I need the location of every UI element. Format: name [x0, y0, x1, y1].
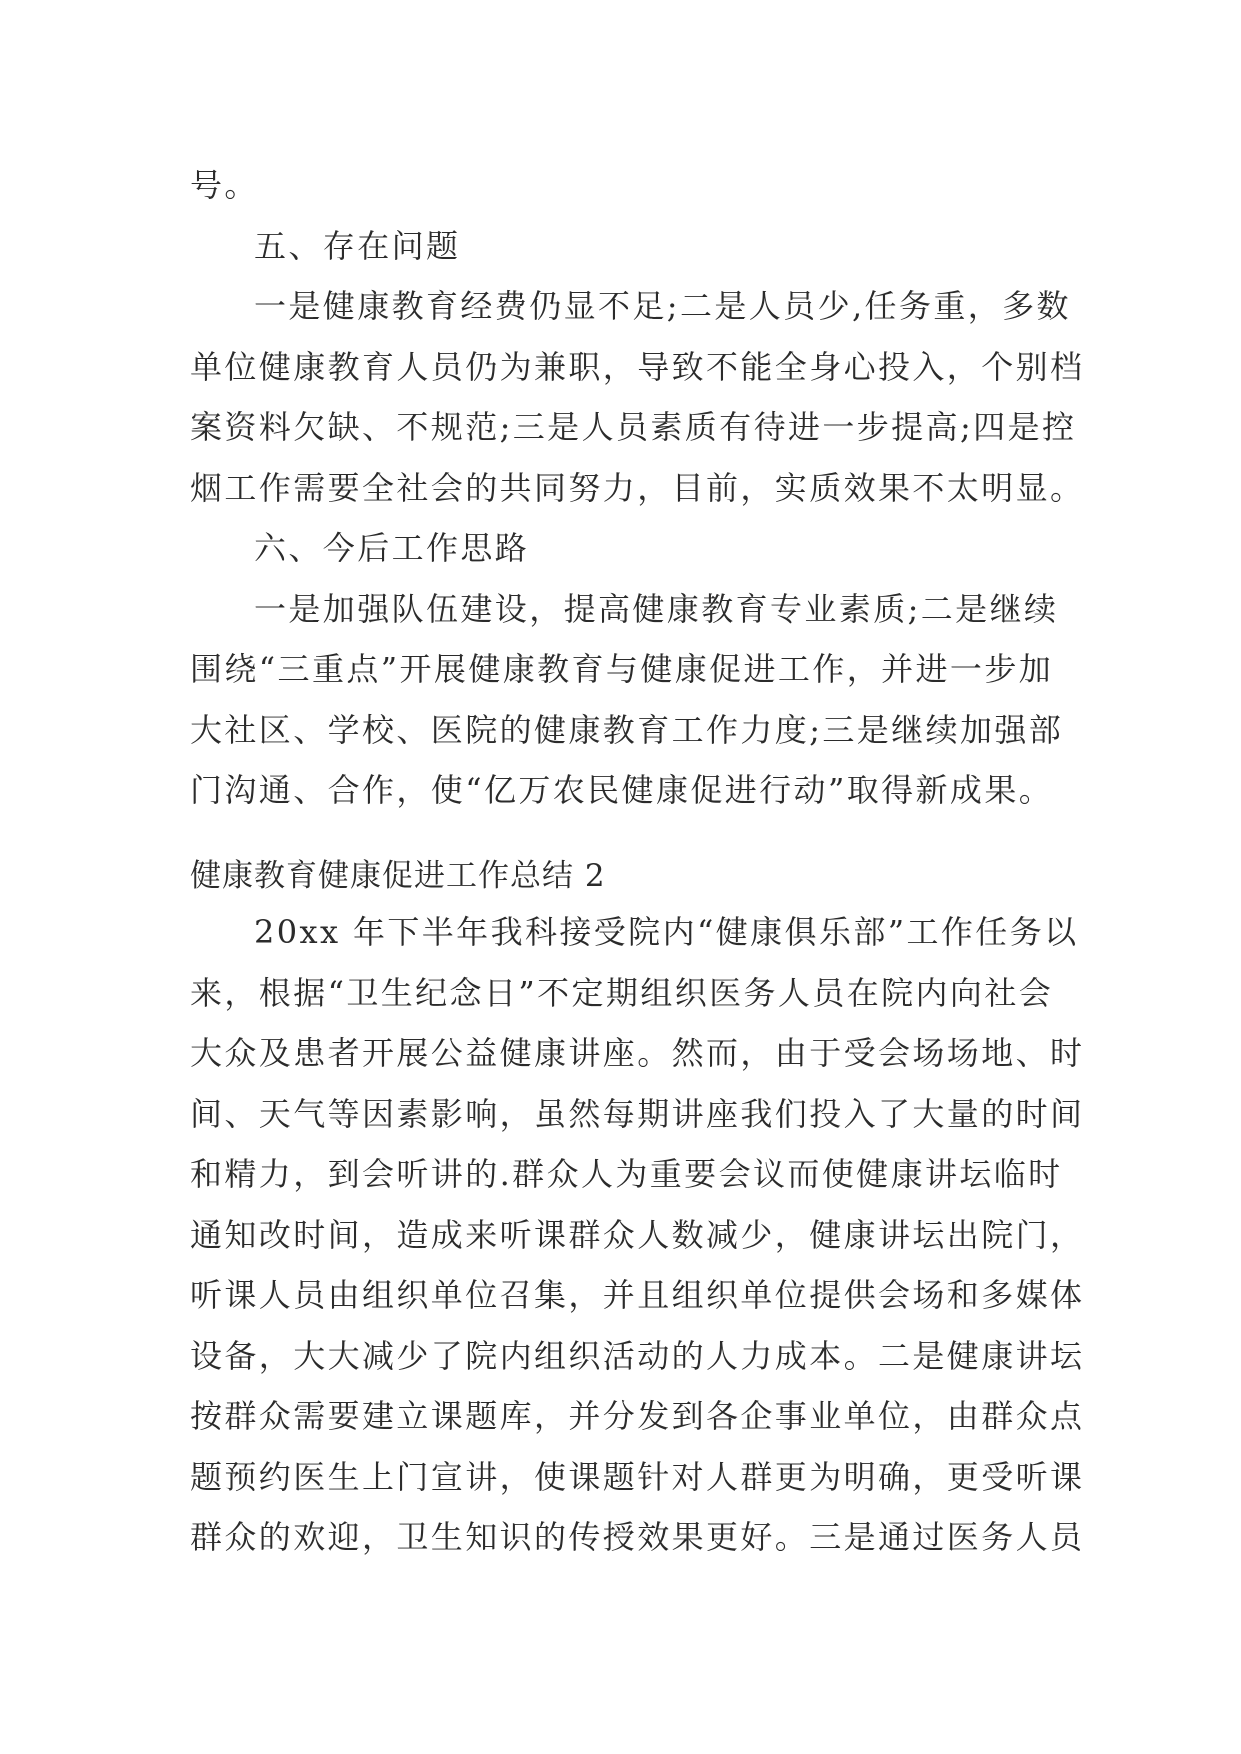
section-one-body: [190, 155, 1085, 821]
paragraph-line: 题预约医生上门宣讲，使课题针对人群更为明确，更受听课: [190, 1457, 1085, 1496]
section-two-title: 健康教育健康促进工作总结 2: [190, 858, 606, 894]
paragraph-line: 来，根据“卫生纪念日”不定期组织医务人员在院内向社会: [190, 973, 1054, 1012]
paragraph-line: 间、天气等因素影响，虽然每期讲座我们投入了大量的时间: [190, 1094, 1085, 1133]
paragraph-line: 按群众需要建立课题库，并分发到各企事业单位，由群众点: [190, 1397, 1085, 1435]
paragraph-line: 和精力，到会听讲的.群众人为重要会议而使健康讲坛临时: [190, 1155, 1063, 1193]
paragraph-line: 20xx 年下半年我科接受院内“健康俱乐部”工作任务以: [254, 913, 1079, 951]
section-two-body: [190, 902, 1085, 1568]
section-heading-problems: 五、存在问题: [254, 226, 461, 265]
paragraph-line: 听课人员由组织单位召集，并且组织单位提供会场和多媒体: [190, 1276, 1085, 1314]
paragraph-line: 一是健康教育经费仍显不足;二是人员少,任务重，多数: [254, 287, 1071, 325]
paragraph-line: 号。: [190, 166, 259, 204]
paragraph-line: 案资料欠缺、不规范;三是人员素质有待进一步提高;四是控: [190, 408, 1077, 446]
paragraph-line: 单位健康教育人员仍为兼职，导致不能全身心投入，个别档: [190, 347, 1085, 386]
paragraph-line: 门沟通、合作，使“亿万农民健康促进行动”取得新成果。: [190, 771, 1054, 809]
paragraph-line: 一是加强队伍建设，提高健康教育专业素质;二是继续: [254, 589, 1059, 628]
paragraph-line: 设备，大大减少了院内组织活动的人力成本。二是健康讲坛: [190, 1336, 1085, 1375]
paragraph-line: 围绕“三重点”开展健康教育与健康促进工作，并进一步加: [190, 650, 1054, 688]
paragraph-line: 通知改时间，造成来听课群众人数减少，健康讲坛出院门，: [190, 1215, 1085, 1254]
paragraph-line: 群众的欢迎，卫生知识的传授效果更好。三是通过医务人员: [190, 1518, 1085, 1556]
paragraph-line: 大众及患者开展公益健康讲座。然而，由于受会场场地、时: [190, 1034, 1085, 1072]
section-heading-future-work: 六、今后工作思路: [254, 529, 530, 567]
paragraph-line: 大社区、学校、医院的健康教育工作力度;三是继续加强部: [190, 710, 1064, 749]
paragraph-line: 烟工作需要全社会的共同努力，目前，实质效果不太明显。: [190, 468, 1085, 507]
